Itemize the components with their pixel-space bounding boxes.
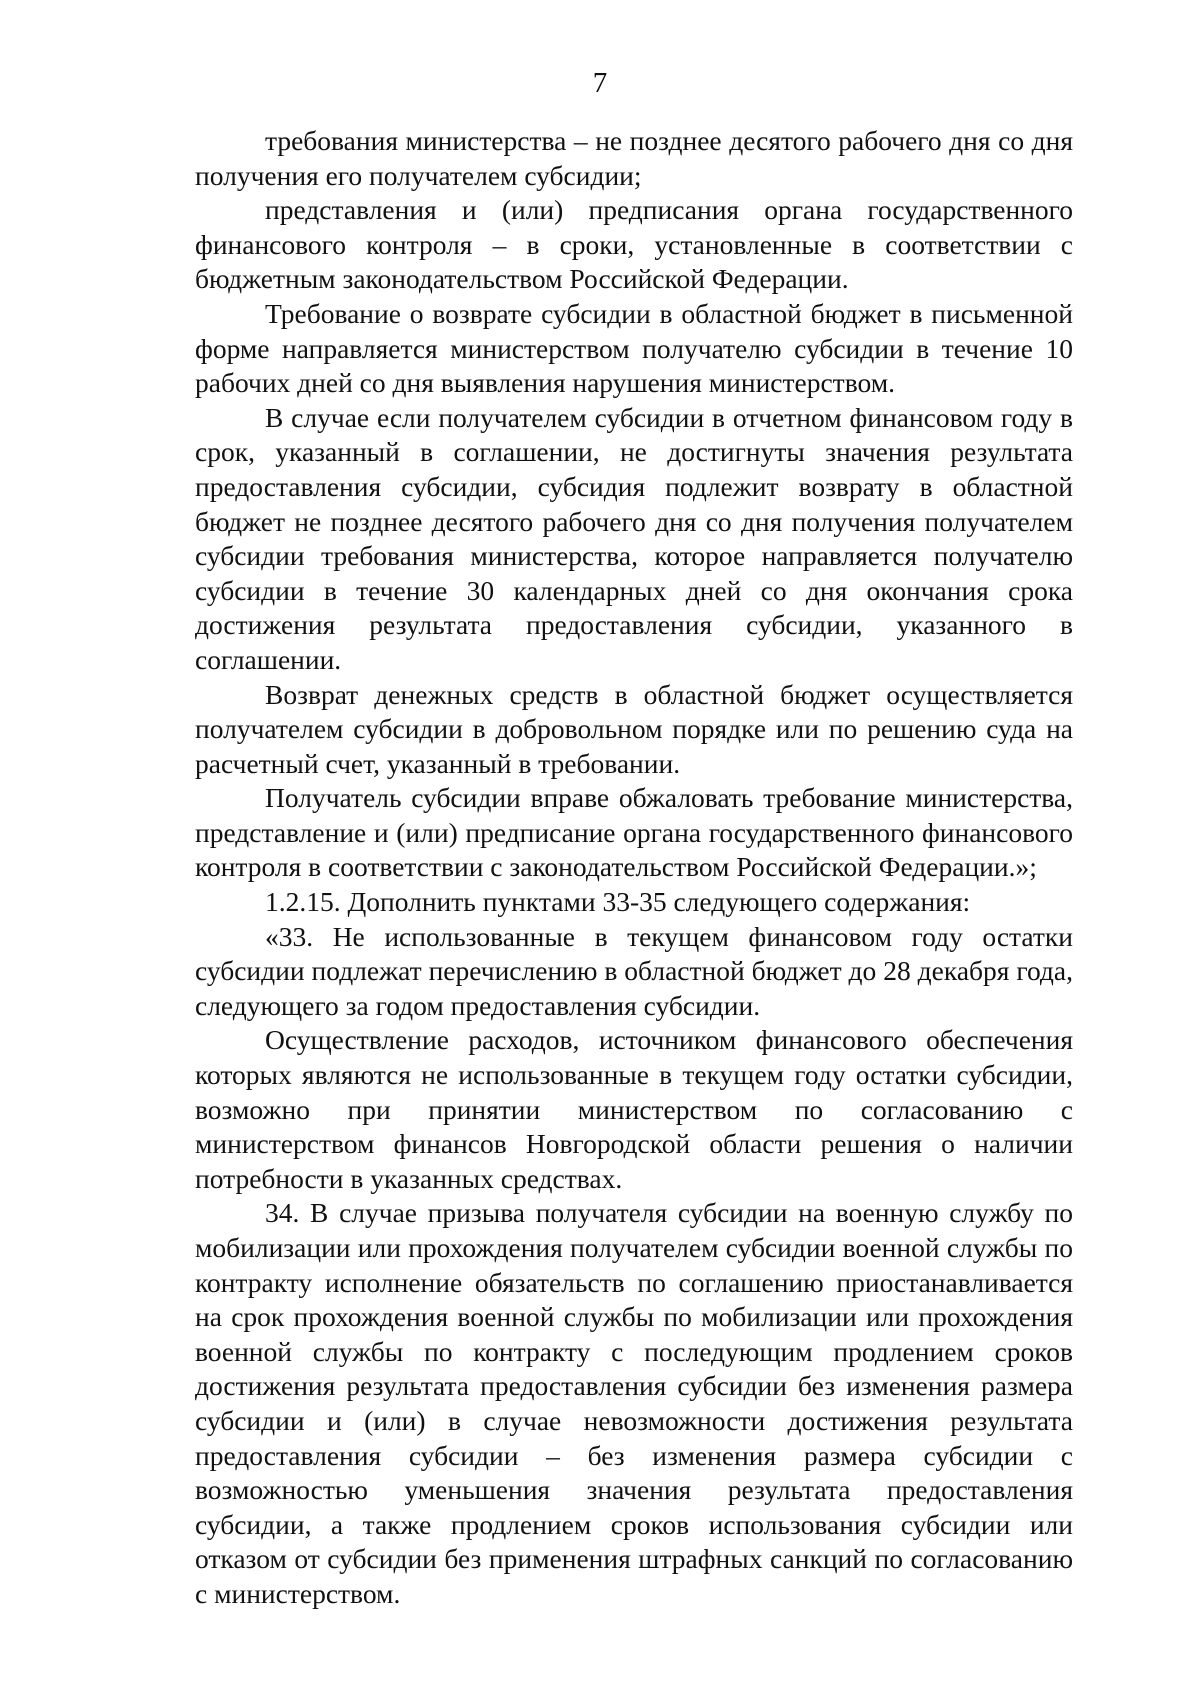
paragraph-result-not-achieved: В случае если получателем субсидии в отчетном финансовом году в срок, указанный в соглашении, не достигнуты значения результата предоставления субсидии, субсидия подлежит возврату в областной бюджет не позднее десятого рабочего дня со дня получения получателем субсидии требования министерства, которое направляется получателю субсидии в течение 30 календарных дней со дня окончания срока достижения результата предоставления субсидии, указанного в соглашении.: [195, 401, 1073, 675]
paragraph-item-34: 34. В случае призыва получателя субсидии на военную службу по мобилизации или прохождения получателем субсидии военной службы по контракту исполнение обязательств по соглашению приостанавливается на срок прохождения военной службы по мобилизации или прохождения военной службы по контракту с последующим продлением сроков достижения результата предоставления субсидии без изменения размера субсидии и (или) в случае невозможности достижения результата предоставления субсидии – без изменения размера субсидии с возможностью уменьшения значения результата предоставления субсидии, а также продлением сроков использования субсидии или отказом от субсидии без применения штрафных санкций по согласованию с министерством.: [195, 1197, 1073, 1609]
paragraph-appeal-right: Получатель субсидии вправе обжаловать требование министерства, представление и (или) предписание органа государственного финансового контроля в соответствии с законодательством Российской Федерации.»;: [195, 782, 1073, 883]
paragraph-return-requirement: Требование о возврате субсидии в областной бюджет в письменной форме направляется министерством получателю субсидии в течение 10 рабочих дней со дня выявления нарушения министерством.: [195, 297, 1073, 399]
document-body: [195, 124, 1073, 1612]
paragraph-amendment-1-2-15: 1.2.15. Дополнить пунктами 33-35 следующего содержания:: [265, 886, 971, 918]
page-number: 7: [592, 67, 608, 99]
paragraph-control-representations: представления и (или) предписания органа государственного финансового контроля – в сроки, установленные в соответствии с бюджетным законодательством Российской Федерации.: [195, 194, 1073, 295]
paragraph-item-33: «33. Не использованные в текущем финансовом году остатки субсидии подлежат перечислению в областной бюджет до 28 декабря года, следующего за годом предоставления субсидии.: [195, 920, 1073, 1021]
paragraph-requirement-deadline: требования министерства – не позднее десятого рабочего дня со дня получения его получателем субсидии;: [195, 125, 1073, 191]
paragraph-item-33-expenses: Осуществление расходов, источником финансового обеспечения которых являются не использованные в текущем году остатки субсидии, возможно при принятии министерством по согласованию с министерством финансов Новгородской области решения о наличии потребности в указанных средствах.: [195, 1024, 1073, 1194]
paragraph-funds-return: Возврат денежных средств в областной бюджет осуществляется получателем субсидии в добровольном порядке или по решению суда на расчетный счет, указанный в требовании.: [195, 678, 1073, 779]
